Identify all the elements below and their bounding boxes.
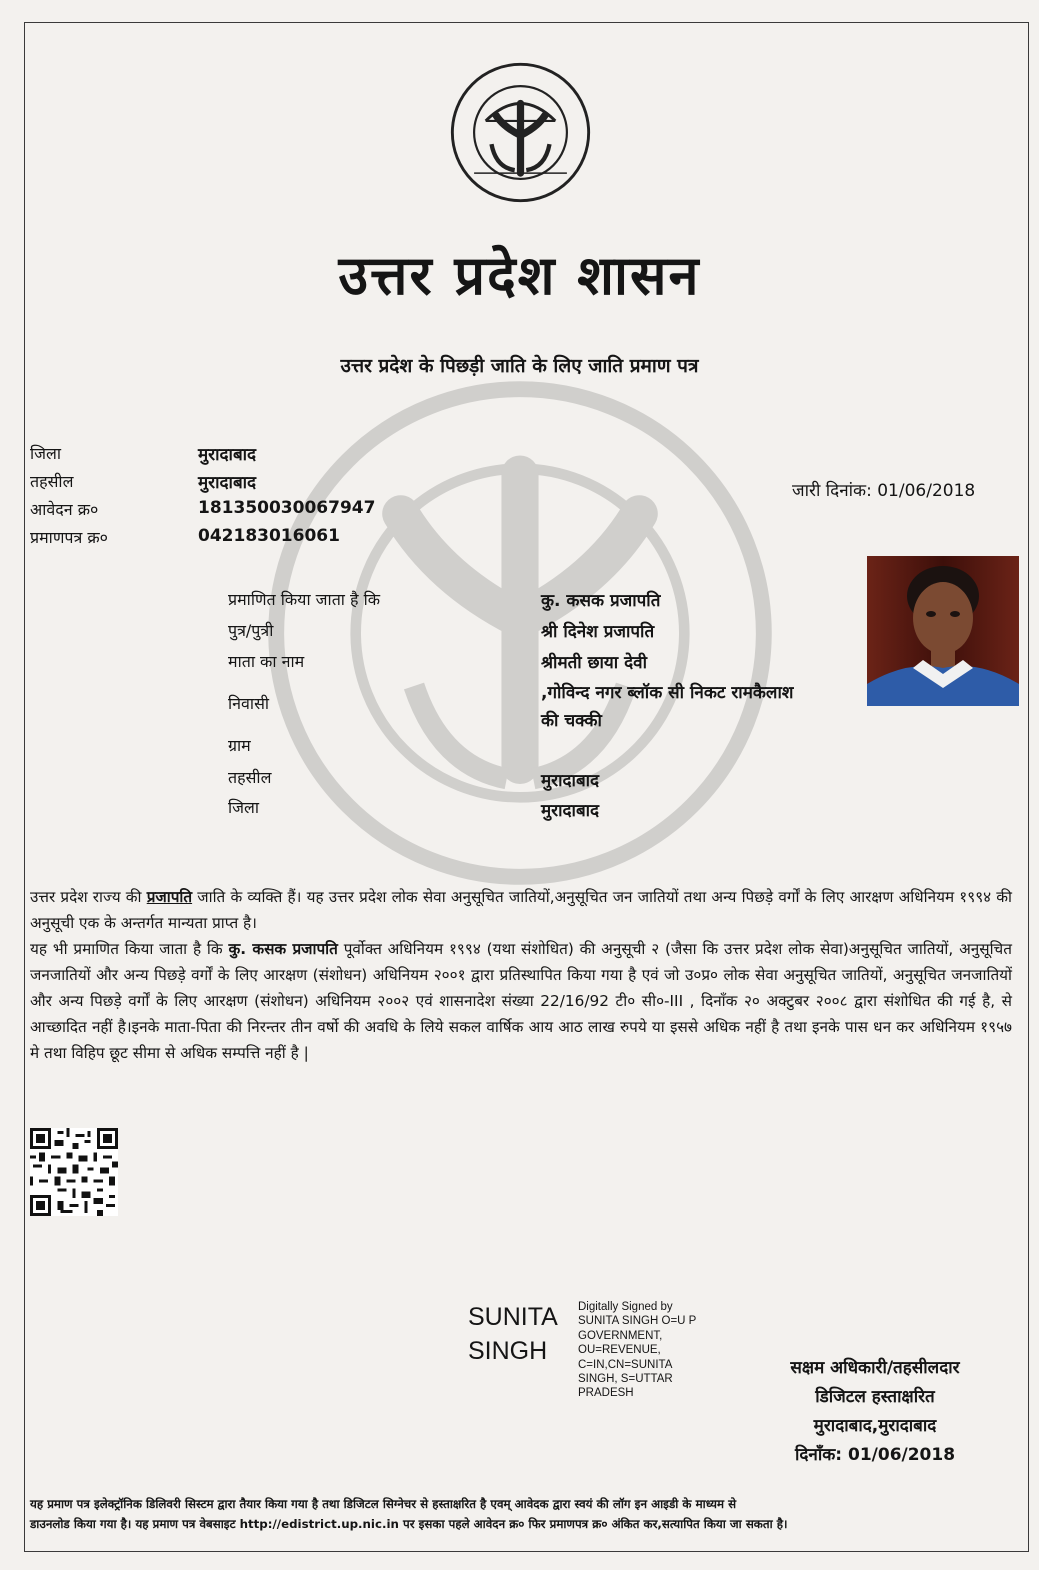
signer-first-name: SUNITA xyxy=(468,1303,558,1331)
signer-last-name: SINGH xyxy=(468,1337,548,1365)
digital-signed-label: डिजिटल हस्ताक्षरित xyxy=(815,1387,935,1407)
detail-tehsil-value: मुरादाबाद xyxy=(541,771,600,791)
signature-detail-line: GOVERNMENT, xyxy=(578,1329,663,1342)
certify-label: प्रमाणित किया जाता है कि xyxy=(228,590,381,609)
body-text-segment: उत्तर प्रदेश राज्य की xyxy=(30,888,147,906)
body-paragraph-1 xyxy=(30,884,1012,936)
up-government-emblem-icon xyxy=(448,60,593,205)
digital-signature-details xyxy=(578,1300,728,1401)
district-value: मुरादाबाद xyxy=(198,445,257,465)
application-number-label: आवेदन क्र० xyxy=(30,500,99,519)
detail-district-value: मुरादाबाद xyxy=(541,801,600,821)
applicant-photo xyxy=(867,556,1019,706)
signature-detail-line: SINGH, S=UTTAR xyxy=(578,1373,673,1386)
certificate-number: 042183016061 xyxy=(198,526,340,546)
address-line-1: ,गोविन्द नगर ब्लॉक सी निकट रामकैलाश xyxy=(541,683,794,703)
certificate-number-label: प्रमाणपत्र क्र० xyxy=(30,528,108,547)
qr-code[interactable] xyxy=(30,1128,118,1216)
village-label: ग्राम xyxy=(228,736,251,755)
detail-tehsil-label: तहसील xyxy=(228,768,272,787)
mother-label: माता का नाम xyxy=(228,652,305,671)
officer-designation: सक्षम अधिकारी/तहसीलदार xyxy=(790,1358,960,1378)
father-name: श्री दिनेश प्रजापति xyxy=(541,622,655,642)
body-text-segment: पूर्वोक्त अधिनियम १९९४ (यथा संशोधित) की अनुसूची २ (जैसा कि उत्तर प्रदेश लोक सेवा)अनुसूचित जातियों, अनुसूचित जनजातियों और अन्य पिछड़े वर्गों के लिए आरक्षण (संशोधन) अधिनियम २००१ द्वारा प्रतिस्थापित किया गया है एवं जो उ०प्र० लोक सेवा अनुसूचित जातियों, अनुसूचित जनजातियों और अन्य पिछड़े वर्गों के लिए आरक्षण (संशोधन) अधिनियम २००२ एवं शासनादेश संख्या 22/16/92 टी० सी०-III , दिनाँक २० अक्टुबर २००८ द्वारा संशोधित की गई है, से आच्छादित नहीं है।इनके माता-पिता की निरन्तर तीन वर्षो की अवधि के लिये सकल वार्षिक आय आठ लाख रुपये या इससे अधिक नहीं है तथा इनके पास धन कर अधिनियम १९५७ मे तथा विहिप छूट सीमा से अधिक सम्पत्ति नहीं है | xyxy=(30,940,1012,1062)
issue-date: जारी दिनांक: 01/06/2018 xyxy=(792,481,976,501)
signature-detail-line: PRADESH xyxy=(578,1387,634,1400)
signed-date: दिनाँक: 01/06/2018 xyxy=(794,1445,956,1465)
signature-detail-line: Digitally Signed by xyxy=(578,1301,673,1313)
footer-line-1: यह प्रमाण पत्र इलेक्ट्रॉनिक डिलिवरी सिस्टम द्वारा तैयार किया गया है तथा डिजिटल सिग्नेचर से हस्ताक्षरित है एवम् आवेदक द्वारा स्वयं की लॉग इन आइडी के माध्यम से xyxy=(30,1497,737,1511)
signature-detail-line: SUNITA SINGH O=U P xyxy=(578,1315,697,1328)
mother-name: श्रीमती छाया देवी xyxy=(541,653,647,673)
watermark-emblem-icon xyxy=(255,368,785,898)
district-label: जिला xyxy=(30,444,62,463)
child-of-label: पुत्र/पुत्री xyxy=(228,621,274,640)
body-text-segment: जाति के व्यक्ति हैं। यह उत्तर प्रदेश लोक सेवा अनुसूचित जातियों,अनुसूचित जन जातियों तथा अन्य पिछड़े वर्गों के लिए आरक्षण अधिनियम १९९४ की अनुसूची एक के अन्तर्गत मान्यता प्राप्त है। xyxy=(30,888,1012,932)
footer-line-2: डाउनलोड किया गया है। यह प्रमाण पत्र वेबसाइट http://edistrict.up.nic.in पर इसका पहले आवेदन क्र० फिर प्रमाणपत्र क्र० अंकित कर,सत्यापित किया जा सकता है। xyxy=(30,1517,788,1531)
tehsil-value: मुरादाबाद xyxy=(198,473,257,493)
body-paragraph-2 xyxy=(30,936,1012,1066)
caste-name: प्रजापति xyxy=(146,888,193,906)
body-text-segment: यह भी प्रमाणित किया जाता है कि xyxy=(30,940,229,958)
applicant-name: कु. कसक प्रजापति xyxy=(541,591,661,611)
address-line-2: की चक्की xyxy=(541,711,602,731)
certificate-body xyxy=(30,884,1012,1066)
page-title: उत्तर प्रदेश शासन xyxy=(338,243,701,307)
officer-location: मुरादाबाद,मुरादाबाद xyxy=(813,1416,937,1436)
signature-detail-line: OU=REVENUE, xyxy=(578,1344,661,1357)
tehsil-label: तहसील xyxy=(30,472,74,491)
body-applicant-name: कु. कसक प्रजापति xyxy=(228,940,338,958)
verification-footer xyxy=(30,1494,1010,1534)
resident-label: निवासी xyxy=(228,694,270,713)
signature-detail-line: C=IN,CN=SUNITA xyxy=(578,1358,673,1371)
application-number: 181350030067947 xyxy=(198,498,376,518)
officer-block xyxy=(740,1354,1010,1470)
detail-district-label: जिला xyxy=(228,798,260,817)
certificate-subtitle: उत्तर प्रदेश के पिछड़ी जाति के लिए जाति प्रमाण पत्र xyxy=(340,355,699,377)
signer-name xyxy=(468,1300,558,1368)
